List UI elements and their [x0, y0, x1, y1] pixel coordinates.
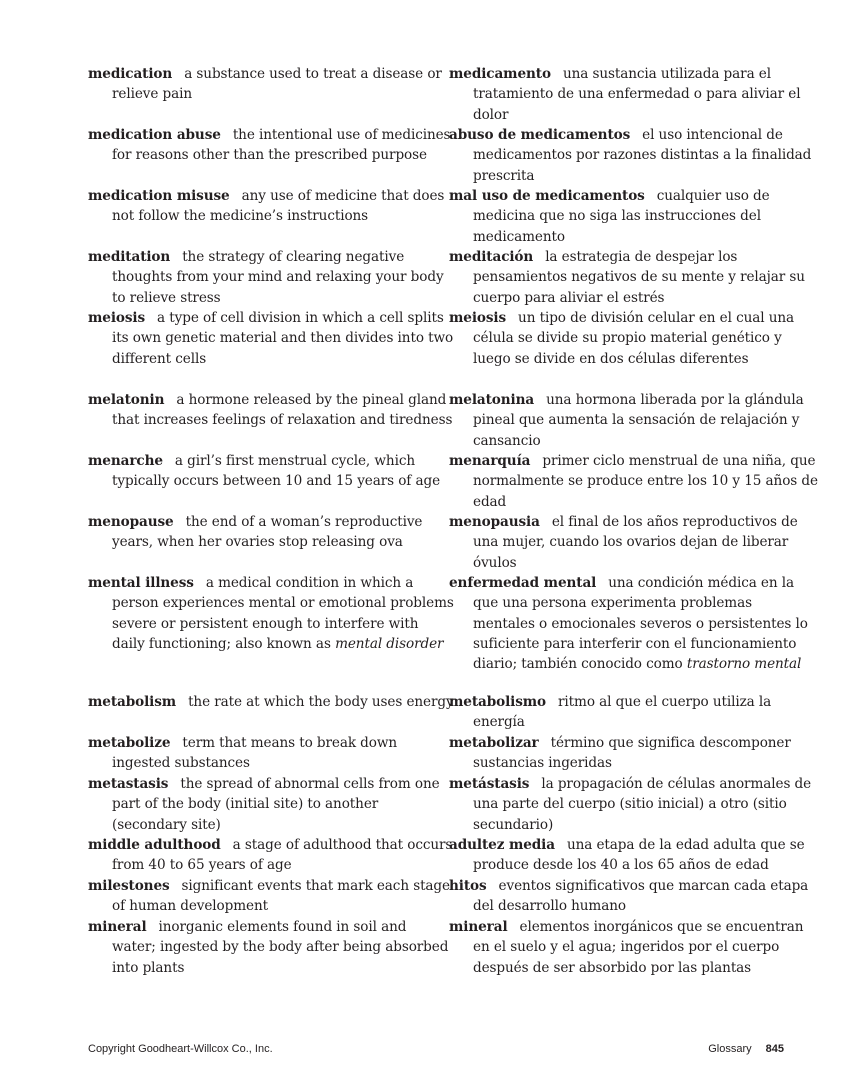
glossary-entry-es — [449, 247, 818, 308]
glossary-term: meiosis — [88, 310, 146, 326]
page-footer — [708, 1043, 784, 1055]
glossary-term: menopausia — [449, 514, 540, 530]
glossary-definition: una condición médica en la que una persona experimenta problemas mentales o emocionales severos o persistentes lo suficiente para interferir con el funcionamiento diario; también conocido como — [473, 575, 808, 673]
copyright-notice: Copyright Goodheart-Willcox Co., Inc. — [88, 1043, 273, 1055]
glossary-definition: a girl’s first menstrual cycle, which typically occurs between 10 and 15 years of age — [112, 453, 441, 490]
glossary-term: mal uso de medicamentos — [449, 188, 645, 204]
glossary-definition: the strategy of clearing negative thoughts from your mind and relaxing your body to relieve stress — [112, 249, 444, 306]
glossary-entry-es — [449, 917, 818, 978]
glossary-term: mental illness — [88, 575, 194, 591]
glossary-entry-es — [449, 451, 818, 512]
glossary-definition: término que significa descomponer sustancias ingeridas — [473, 735, 791, 772]
glossary-definition: inorganic elements found in soil and water; ingested by the body after being absorbed into plants — [112, 919, 449, 976]
glossary-entry-en — [88, 835, 454, 876]
glossary-definition: a stage of adulthood that occurs from 40 to 65 years of age — [112, 837, 453, 874]
glossary-entry-es — [449, 186, 818, 247]
glossary-definition: una sustancia utilizada para el tratamiento de una enfermedad o para aliviar el dolor — [473, 66, 801, 123]
section-name: Glossary — [708, 1043, 752, 1055]
glossary-entry-es — [449, 390, 818, 451]
glossary-term: middle adulthood — [88, 837, 221, 853]
glossary-term: metabolizar — [449, 735, 539, 751]
glossary-term: hitos — [449, 878, 487, 894]
glossary-definition: any use of medicine that does not follow the medicine’s instructions — [112, 188, 445, 225]
glossary-term: metabolism — [88, 694, 177, 710]
glossary-entry-es — [449, 308, 818, 369]
glossary-term: mineral — [449, 919, 508, 935]
glossary-entry-es — [449, 733, 818, 774]
glossary-entry-es — [449, 692, 818, 733]
glossary-definition: el uso intencional de medicamentos por razones distintas a la finalidad prescrita — [473, 127, 812, 184]
glossary-term: menopause — [88, 514, 174, 530]
glossary-definition: the rate at which the body uses energy — [188, 694, 454, 710]
glossary-entry-en — [88, 247, 454, 308]
glossary-definition: ritmo al que el cuerpo utiliza la energía — [473, 694, 772, 731]
glossary-term: mineral — [88, 919, 147, 935]
glossary-definition: a hormone released by the pineal gland that increases feelings of relaxation and tiredness — [112, 392, 453, 429]
glossary-entry-en — [88, 125, 454, 166]
glossary-definition: elementos inorgánicos que se encuentran en el suelo y el agua; ingeridos por el cuerpo después de ser absorbido por las plantas — [473, 919, 804, 976]
glossary-entry-es — [449, 876, 818, 917]
glossary-entry-en — [88, 512, 454, 553]
glossary-definition: el final de los años reproductivos de una mujer, cuando los ovarios dejan de liberar óvulos — [473, 514, 798, 571]
glossary-definition: the end of a woman’s reproductive years, when her ovaries stop releasing ova — [112, 514, 423, 551]
glossary-term: metabolize — [88, 735, 171, 751]
glossary-definition: cualquier uso de medicina que no siga las instrucciones del medicamento — [473, 188, 770, 245]
glossary-term: medication — [88, 66, 173, 82]
glossary-definition: la propagación de células anormales de una parte del cuerpo (sitio inicial) a otro (sitio secundario) — [473, 776, 812, 833]
glossary-entry-es — [449, 774, 818, 835]
glossary-definition: una hormona liberada por la glándula pineal que aumenta la sensación de relajación y cansancio — [473, 392, 804, 449]
glossary-entry-en — [88, 573, 454, 654]
glossary-entry-en — [88, 692, 454, 712]
glossary-term: metastasis — [88, 776, 169, 792]
glossary-term: meditation — [88, 249, 171, 265]
glossary-definition: primer ciclo menstrual de una niña, que normalmente se produce entre los 10 y 15 años de edad — [473, 453, 818, 510]
glossary-definition: una etapa de la edad adulta que se produce desde los 40 a los 65 años de edad — [473, 837, 805, 874]
glossary-synonym: mental disorder — [335, 635, 444, 652]
glossary-term: abuso de medicamentos — [449, 127, 631, 143]
glossary-entry-en — [88, 186, 454, 227]
glossary-term: medication misuse — [88, 188, 230, 204]
glossary-entry-en — [88, 876, 454, 917]
glossary-definition: eventos significativos que marcan cada etapa del desarrollo humano — [473, 878, 809, 915]
glossary-entry-en — [88, 917, 454, 978]
glossary-entry-es — [449, 64, 818, 125]
glossary-definition: a medical condition in which a person experiences mental or emotional problems severe or persistent enough to interfere with daily functioning; also known as — [112, 575, 454, 652]
glossary-entry-en — [88, 390, 454, 431]
glossary-entry-es — [449, 125, 818, 186]
glossary-term: medicamento — [449, 66, 551, 82]
glossary-term: milestones — [88, 878, 170, 894]
glossary-term: melatonina — [449, 392, 535, 408]
glossary-term: metabolismo — [449, 694, 547, 710]
glossary-entry-es — [449, 573, 818, 674]
glossary-definition: un tipo de división celular en el cual una célula se divide su propio material genético y luego se divide en dos células diferentes — [473, 310, 795, 367]
glossary-term: metástasis — [449, 776, 530, 792]
glossary-term: meiosis — [449, 310, 507, 326]
glossary-definition: significant events that mark each stage of human development — [112, 878, 450, 915]
glossary-term: melatonin — [88, 392, 165, 408]
glossary-entry-en — [88, 64, 454, 105]
glossary-entry-es — [449, 835, 818, 876]
glossary-entry-en — [88, 451, 454, 492]
glossary-definition: a type of cell division in which a cell splits its own genetic material and then divides into two different cells — [112, 310, 454, 367]
glossary-definition: a substance used to treat a disease or relieve pain — [112, 66, 442, 103]
glossary-definition: term that means to break down ingested substances — [112, 735, 398, 772]
glossary-term: adultez media — [449, 837, 555, 853]
glossary-entry-en — [88, 308, 454, 369]
glossary-term: menarquía — [449, 453, 531, 469]
glossary-term: menarche — [88, 453, 163, 469]
glossary-term: meditación — [449, 249, 534, 265]
glossary-term: enfermedad mental — [449, 575, 597, 591]
glossary-entry-es — [449, 512, 818, 573]
glossary-term: medication abuse — [88, 127, 221, 143]
page-number: 845 — [765, 1043, 784, 1055]
glossary-definition: the spread of abnormal cells from one part of the body (initial site) to another (secondary site) — [112, 776, 440, 833]
glossary-definition: la estrategia de despejar los pensamientos negativos de su mente y relajar su cuerpo para aliviar el estrés — [473, 249, 805, 306]
glossary-synonym: trastorno mental — [686, 656, 802, 673]
glossary-definition: the intentional use of medicines for reasons other than the prescribed purpose — [112, 127, 451, 164]
glossary-entry-en — [88, 774, 454, 835]
glossary-entry-en — [88, 733, 454, 774]
